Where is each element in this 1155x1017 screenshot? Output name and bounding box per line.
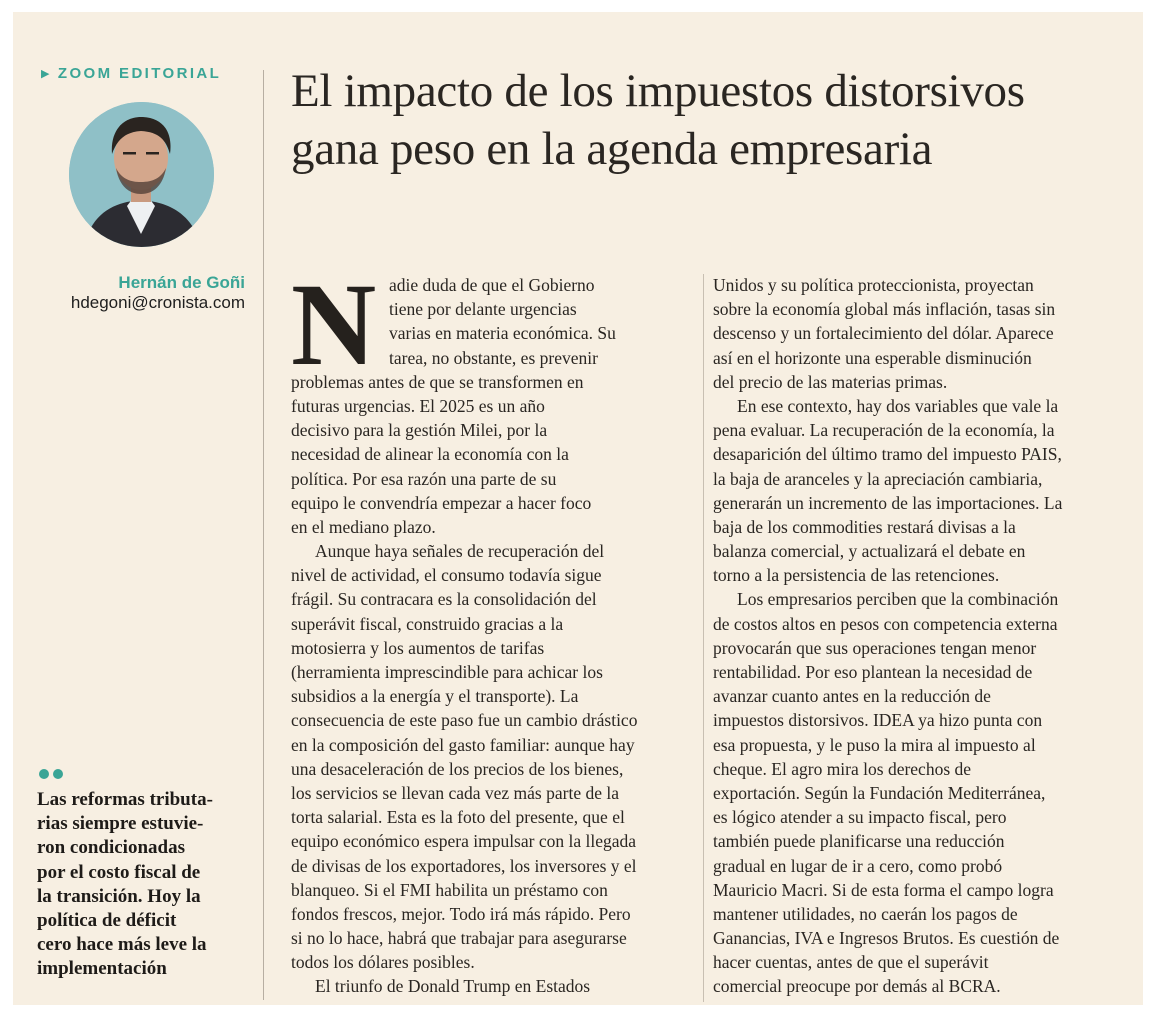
body-line: problemas antes de que se transformen en	[291, 371, 584, 392]
body-line: subsidios a la energía y el transporte). La	[291, 686, 579, 707]
body-line: los servicios se llevan cada vez más parte de la	[291, 782, 619, 803]
body-line: fondos frescos, mejor. Todo irá más rápido. Pero	[291, 903, 631, 924]
body-line: superávit fiscal, construido gracias a la	[291, 613, 564, 634]
body-line: torta salarial. Esta es la foto del presente, que el	[291, 807, 625, 828]
body-line: exportación. Según la Fundación Mediterránea,	[713, 782, 1046, 803]
body-line: es lógico atender a su impacto fiscal, pero	[713, 807, 1007, 828]
body-line: todos los dólares posibles.	[291, 952, 475, 973]
headline	[291, 62, 1025, 178]
body-line: Aunque haya señales de recuperación del	[315, 541, 605, 562]
triangle-right-icon: ▶	[41, 68, 52, 80]
body-line: hacer cuentas, antes de que el superávit	[713, 952, 989, 973]
body-line: torno a la persistencia de las retenciones.	[713, 565, 1000, 586]
body-line: gradual en lugar de ir a cero, como probó	[713, 855, 1003, 876]
body-line: pena evaluar. La recuperación de la economía, la	[713, 420, 1055, 441]
body-line: frágil. Su contracara es la consolidación del	[291, 589, 597, 610]
body-line: baja de los commodities restará divisas a la	[713, 516, 1016, 537]
body-line: en la composición del gasto familiar: aunque hay	[291, 734, 635, 755]
section-label	[41, 65, 221, 82]
body-line: de costos altos en pesos con competencia externa	[713, 613, 1058, 634]
body-line: rentabilidad. Por eso plantean la necesidad de	[713, 662, 1033, 682]
body-line: (herramienta imprescindible para achicar los	[291, 662, 603, 682]
author-email[interactable]: hdegoni@cronista.com	[70, 293, 245, 312]
body-line: impuestos distorsivos. IDEA ya hizo punta con	[713, 710, 1043, 731]
body-line: adie duda de que el Gobierno	[389, 275, 595, 295]
body-line: desaparición del último tramo del impuesto PAIS,	[713, 444, 1062, 465]
body-line: del precio de las materias primas.	[713, 371, 948, 392]
body-line: también puede planificarse una reducción	[713, 831, 1005, 852]
body-line: política. Por esa razón una parte de su	[291, 468, 557, 489]
author-name: Hernán de Goñi	[118, 273, 245, 292]
pullquote	[37, 788, 249, 982]
body-line: varias en materia económica. Su	[389, 323, 616, 344]
body-line: tarea, no obstante, es prevenir	[389, 347, 598, 368]
pullquote-line: la transición. Hoy la	[37, 885, 201, 907]
body-line: Unidos y su política proteccionista, proyectan	[713, 275, 1034, 295]
body-line: Los empresarios perciben que la combinación	[737, 589, 1059, 610]
pullquote-line: implementación	[37, 958, 167, 980]
pullquote-dots-icon	[39, 769, 63, 779]
pullquote-line: cero hace más leve la	[37, 934, 207, 956]
body-line: cheque. El agro mira los derechos de	[713, 758, 972, 779]
body-line: descenso y un fortalecimiento del dólar. Aparece	[713, 323, 1054, 344]
body-line: sobre la economía global más inflación, tasas sin	[713, 299, 1056, 320]
body-line: Mauricio Macri. Si de esta forma el campo logra	[713, 879, 1054, 900]
article-column-1	[291, 259, 689, 999]
body-line: de divisas de los exportadores, los inversores y el	[291, 855, 637, 876]
column-divider	[703, 274, 704, 1002]
sidebar	[13, 12, 258, 1005]
article-column-2	[713, 273, 1118, 999]
sidebar-divider	[263, 70, 264, 1000]
body-line: El triunfo de Donald Trump en Estados	[315, 976, 591, 997]
body-line: En ese contexto, hay dos variables que vale la	[737, 395, 1059, 416]
body-line: la baja de aranceles y la apreciación cambiaria,	[713, 468, 1043, 489]
body-line: decisivo para la gestión Milei, por la	[291, 420, 548, 441]
author-portrait-icon	[69, 102, 214, 247]
body-line: motosierra y los aumentos de tarifas	[291, 637, 545, 658]
headline-line: gana peso en la agenda empresaria	[291, 123, 933, 175]
body-line: esa propuesta, y le puso la mira al impuesto al	[713, 734, 1036, 755]
newspaper-page	[13, 12, 1143, 1005]
body-line: en el mediano plazo.	[291, 516, 436, 537]
author-avatar	[69, 102, 214, 247]
body-line: equipo le convendría empezar a hacer foco	[291, 492, 592, 513]
body-line: blanqueo. Si el FMI habilita un préstamo con	[291, 879, 608, 900]
section-label-text: ZOOM EDITORIAL	[57, 65, 222, 82]
pullquote-line: por el costo fiscal de	[37, 861, 201, 883]
body-line: tiene por delante urgencias	[389, 299, 577, 320]
headline-line: El impacto de los impuestos distorsivos	[291, 65, 1025, 117]
body-line: una desaceleración de los precios de los bienes,	[291, 758, 624, 779]
body-line: necesidad de alinear la economía con la	[291, 444, 569, 465]
body-line: nivel de actividad, el consumo todavía sigue	[291, 565, 602, 586]
body-line: generarán un incremento de las importaciones. La	[713, 492, 1063, 513]
body-line: si no lo hace, habrá que trabajar para asegurarse	[291, 928, 627, 949]
pullquote-line: rias siempre estuvie-	[37, 813, 204, 835]
pullquote-line: política de déficit	[37, 910, 177, 932]
body-line: futuras urgencias. El 2025 es un año	[291, 395, 545, 416]
body-line: comercial preocupe por demás al BCRA.	[713, 976, 1001, 997]
body-line: así en el horizonte una esperable disminución	[713, 347, 1032, 368]
drop-cap: N	[291, 259, 377, 390]
body-line: provocarán que sus operaciones tengan menor	[713, 637, 1037, 658]
pullquote-line: Las reformas tributa-	[37, 789, 213, 810]
body-line: Ganancias, IVA e Ingresos Brutos. Es cuestión de	[713, 928, 1060, 949]
body-line: equipo económico espera impulsar con la llegada	[291, 831, 637, 852]
body-line: avanzar cuanto antes en la reducción de	[713, 686, 991, 707]
pullquote-line: ron condicionadas	[37, 837, 185, 859]
body-line: balanza comercial, y actualizará el debate en	[713, 541, 1026, 562]
body-line: mantener utilidades, no caerán los pagos de	[713, 903, 1018, 924]
body-line: consecuencia de este paso fue un cambio drástico	[291, 710, 638, 731]
